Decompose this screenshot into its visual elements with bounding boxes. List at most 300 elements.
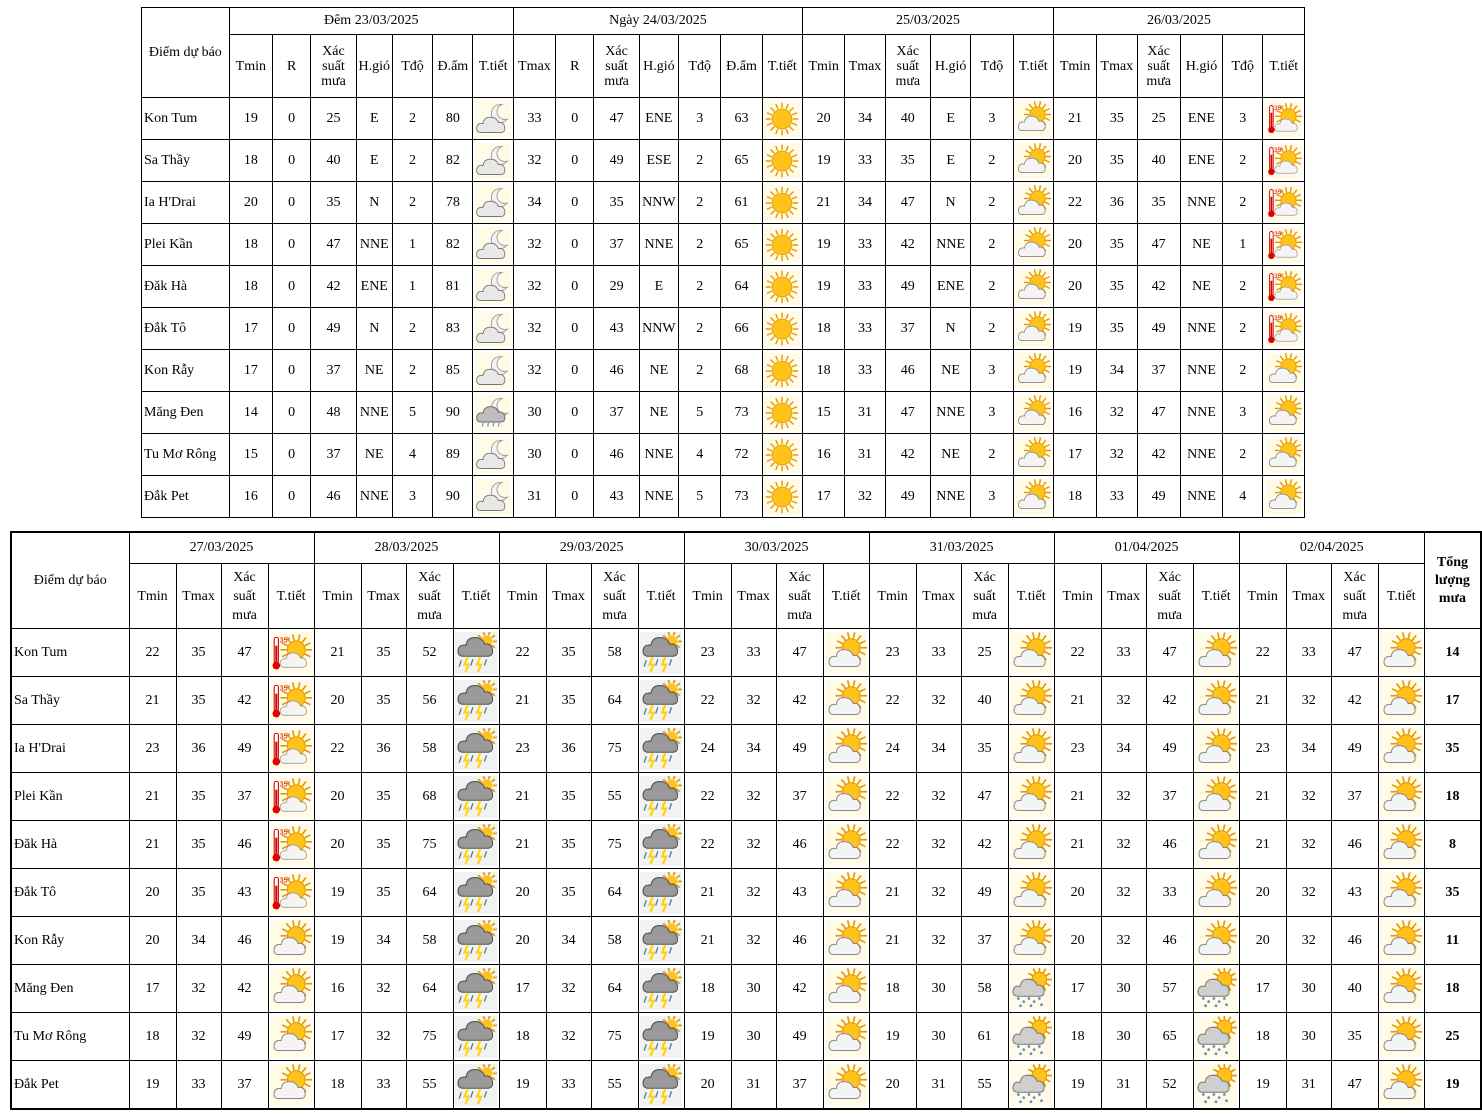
value-cell: 64 xyxy=(591,965,638,1013)
value-cell: 46 xyxy=(1146,821,1193,869)
value-cell: 22 xyxy=(1053,182,1096,224)
value-cell: 19 xyxy=(129,1061,176,1110)
value-cell: 37 xyxy=(311,434,356,476)
sun-cloud-icon xyxy=(1380,632,1422,674)
sun-cloud-icon xyxy=(1010,728,1052,770)
value-cell: 33 xyxy=(1101,629,1146,677)
value-cell: NNE xyxy=(1180,308,1222,350)
value-cell: 24 xyxy=(869,725,916,773)
weather-icon-cell xyxy=(762,98,802,140)
value-cell: 18 xyxy=(499,1013,546,1061)
sun-cloud-icon xyxy=(825,872,867,914)
value-cell: 30 xyxy=(916,965,961,1013)
value-cell: 3 xyxy=(1223,392,1263,434)
value-cell: 32 xyxy=(1097,392,1137,434)
sun-cloud-icon xyxy=(825,776,867,818)
weather-icon-cell xyxy=(453,1013,499,1061)
column-header: Xác suất mưa xyxy=(406,564,453,629)
value-cell: 20 xyxy=(314,677,361,725)
weather-icon-cell xyxy=(453,1061,499,1110)
value-cell: 75 xyxy=(591,725,638,773)
value-cell: 40 xyxy=(311,140,356,182)
value-cell: 32 xyxy=(916,677,961,725)
column-header: Tđộ xyxy=(392,35,432,98)
value-cell: 34 xyxy=(1101,725,1146,773)
column-header: Tmin xyxy=(314,564,361,629)
value-cell: 23 xyxy=(1054,725,1101,773)
value-cell: 32 xyxy=(546,1013,591,1061)
value-cell: 63 xyxy=(721,98,762,140)
value-cell: 21 xyxy=(803,182,845,224)
sun-cloud-icon xyxy=(1015,185,1051,221)
value-cell: 37 xyxy=(221,773,268,821)
value-cell: 23 xyxy=(684,629,731,677)
value-cell: 34 xyxy=(513,182,555,224)
location-name: Ia H'Drai xyxy=(142,182,230,224)
value-cell: 34 xyxy=(916,725,961,773)
value-cell: 47 xyxy=(221,629,268,677)
weather-icon-cell xyxy=(638,773,684,821)
value-cell: 33 xyxy=(845,224,885,266)
storm-icon xyxy=(455,776,497,818)
value-cell: 19 xyxy=(314,917,361,965)
weather-icon-cell xyxy=(823,725,869,773)
value-cell: 0 xyxy=(556,392,594,434)
value-cell: 35 xyxy=(361,629,406,677)
value-cell: NNE xyxy=(930,224,970,266)
value-cell: 0 xyxy=(556,434,594,476)
storm-icon xyxy=(640,632,682,674)
value-cell: 82 xyxy=(433,224,473,266)
value-cell: 32 xyxy=(1101,917,1146,965)
value-cell: 37 xyxy=(961,917,1008,965)
value-cell: 2 xyxy=(679,350,721,392)
value-cell: 32 xyxy=(916,773,961,821)
sunny-icon xyxy=(764,101,800,137)
table-row xyxy=(142,476,1305,518)
table-row xyxy=(142,182,1305,224)
value-cell: NNE xyxy=(1180,392,1222,434)
column-header: Tmax xyxy=(361,564,406,629)
table-row xyxy=(11,725,1481,773)
day-header: Đêm 23/03/2025 xyxy=(229,8,513,35)
value-cell: 22 xyxy=(129,629,176,677)
value-cell: 35 xyxy=(1097,266,1137,308)
value-cell: 0 xyxy=(273,182,311,224)
value-cell: 34 xyxy=(845,182,885,224)
rain-icon xyxy=(1010,1016,1052,1058)
value-cell: 33 xyxy=(361,1061,406,1110)
value-cell: 46 xyxy=(221,821,268,869)
value-cell: 34 xyxy=(1097,350,1137,392)
value-cell: 2 xyxy=(392,140,432,182)
total-rain-value: 11 xyxy=(1424,917,1481,965)
weather-icon-cell xyxy=(1008,773,1054,821)
value-cell: 32 xyxy=(176,965,221,1013)
value-cell: 2 xyxy=(971,434,1013,476)
weather-icon-cell xyxy=(268,869,314,917)
value-cell: 2 xyxy=(971,266,1013,308)
weather-icon-cell xyxy=(453,629,499,677)
sun-cloud-icon xyxy=(1380,776,1422,818)
day-header: 31/03/2025 xyxy=(869,532,1054,564)
table-row xyxy=(11,629,1481,677)
value-cell: 78 xyxy=(433,182,473,224)
table-row xyxy=(11,869,1481,917)
column-header: Tđộ xyxy=(971,35,1013,98)
total-rain-value: 8 xyxy=(1424,821,1481,869)
column-header: Tmax xyxy=(1286,564,1331,629)
value-cell: 20 xyxy=(129,869,176,917)
value-cell: 20 xyxy=(1054,869,1101,917)
value-cell: 1 xyxy=(1223,224,1263,266)
value-cell: 48 xyxy=(311,392,356,434)
value-cell: 21 xyxy=(499,677,546,725)
value-cell: 47 xyxy=(885,182,930,224)
value-cell: 37 xyxy=(776,1061,823,1110)
sun-cloud-icon xyxy=(1266,437,1302,473)
total-rain-value: 19 xyxy=(1424,1061,1481,1110)
value-cell: 0 xyxy=(273,350,311,392)
value-cell: 90 xyxy=(433,476,473,518)
value-cell: 30 xyxy=(1286,1013,1331,1061)
sunny-icon xyxy=(764,269,800,305)
value-cell: 36 xyxy=(546,725,591,773)
location-name: Đắk Pet xyxy=(11,1061,129,1110)
value-cell: 58 xyxy=(406,725,453,773)
value-cell: 20 xyxy=(314,821,361,869)
value-cell: 0 xyxy=(556,140,594,182)
value-cell: 2 xyxy=(971,308,1013,350)
storm-icon xyxy=(455,1016,497,1058)
value-cell: 32 xyxy=(513,350,555,392)
storm-icon xyxy=(640,776,682,818)
hot-sun-icon xyxy=(1266,227,1302,263)
value-cell: 18 xyxy=(803,308,845,350)
value-cell: 90 xyxy=(433,392,473,434)
value-cell: 21 xyxy=(1054,821,1101,869)
sun-cloud-icon xyxy=(825,728,867,770)
sun-cloud-icon xyxy=(825,1016,867,1058)
column-header: H.gió xyxy=(356,35,392,98)
column-header: T.tiết xyxy=(1193,564,1239,629)
value-cell: 46 xyxy=(1331,821,1378,869)
value-cell: 37 xyxy=(885,308,930,350)
weather-icon-cell xyxy=(473,350,513,392)
sun-cloud-icon xyxy=(1380,968,1422,1010)
column-header: R xyxy=(273,35,311,98)
column-header: T.tiết xyxy=(268,564,314,629)
value-cell: 20 xyxy=(1239,917,1286,965)
value-cell: 46 xyxy=(776,917,823,965)
night-cloudy-icon xyxy=(475,437,511,473)
sun-cloud-icon xyxy=(825,1064,867,1106)
location-name: Plei Kần xyxy=(142,224,230,266)
sun-cloud-icon xyxy=(825,632,867,674)
value-cell: 37 xyxy=(221,1061,268,1110)
weather-icon-cell xyxy=(1193,629,1239,677)
night-cloudy-icon xyxy=(475,269,511,305)
value-cell: 68 xyxy=(406,773,453,821)
day-header: 27/03/2025 xyxy=(129,532,314,564)
value-cell: 0 xyxy=(556,476,594,518)
column-header: Xác suất mưa xyxy=(221,564,268,629)
value-cell: 35 xyxy=(1331,1013,1378,1061)
value-cell: 32 xyxy=(1286,917,1331,965)
sun-cloud-icon xyxy=(1010,824,1052,866)
hot-sun-icon xyxy=(270,680,312,722)
value-cell: 15 xyxy=(229,434,272,476)
value-cell: 19 xyxy=(314,869,361,917)
column-header: Tmax xyxy=(1097,35,1137,98)
column-header: H.gió xyxy=(639,35,678,98)
storm-icon xyxy=(455,872,497,914)
column-header: Xác suất mưa xyxy=(1331,564,1378,629)
weather-icon-cell xyxy=(1013,476,1053,518)
column-header: H.gió xyxy=(930,35,970,98)
value-cell: 2 xyxy=(392,98,432,140)
sun-cloud-icon xyxy=(1266,479,1302,515)
value-cell: 15 xyxy=(803,392,845,434)
rain-icon xyxy=(1195,1016,1237,1058)
value-cell: 18 xyxy=(803,350,845,392)
column-header: Tmin xyxy=(1053,35,1096,98)
column-header: Tmax xyxy=(1101,564,1146,629)
value-cell: 0 xyxy=(273,266,311,308)
value-cell: 19 xyxy=(684,1013,731,1061)
weather-icon-cell xyxy=(1378,629,1424,677)
weather-icon-cell xyxy=(268,1013,314,1061)
value-cell: 47 xyxy=(1137,392,1180,434)
value-cell: 47 xyxy=(961,773,1008,821)
value-cell: 33 xyxy=(176,1061,221,1110)
column-header: Tmin xyxy=(1239,564,1286,629)
value-cell: 20 xyxy=(803,98,845,140)
table-row xyxy=(11,821,1481,869)
weather-icon-cell xyxy=(473,308,513,350)
value-cell: 40 xyxy=(1137,140,1180,182)
value-cell: 32 xyxy=(1101,677,1146,725)
storm-icon xyxy=(455,968,497,1010)
value-cell: 35 xyxy=(1097,98,1137,140)
value-cell: 19 xyxy=(1239,1061,1286,1110)
value-cell: 30 xyxy=(1286,965,1331,1013)
value-cell: 2 xyxy=(1223,266,1263,308)
value-cell: 43 xyxy=(221,869,268,917)
location-name: Đắk Tô xyxy=(11,869,129,917)
value-cell: 21 xyxy=(1053,98,1096,140)
svg-text:35°: 35° xyxy=(1273,230,1284,238)
night-cloudy-icon xyxy=(475,101,511,137)
value-cell: 47 xyxy=(1331,1061,1378,1110)
value-cell: 21 xyxy=(129,821,176,869)
column-header: Xác suất mưa xyxy=(594,35,639,98)
value-cell: 17 xyxy=(314,1013,361,1061)
sun-cloud-icon xyxy=(1015,269,1051,305)
value-cell: 35 xyxy=(594,182,639,224)
column-header: Tmax xyxy=(176,564,221,629)
value-cell: 18 xyxy=(869,965,916,1013)
weather-icon-cell xyxy=(1013,434,1053,476)
value-cell: 18 xyxy=(129,1013,176,1061)
value-cell: 35 xyxy=(961,725,1008,773)
storm-icon xyxy=(455,728,497,770)
value-cell: 19 xyxy=(869,1013,916,1061)
value-cell: 32 xyxy=(361,965,406,1013)
weather-icon-cell xyxy=(1013,224,1053,266)
value-cell: 20 xyxy=(1053,140,1096,182)
value-cell: 64 xyxy=(406,965,453,1013)
value-cell: 32 xyxy=(731,821,776,869)
value-cell: E xyxy=(356,140,392,182)
value-cell: 21 xyxy=(1239,677,1286,725)
sunny-icon xyxy=(764,395,800,431)
value-cell: NNW xyxy=(639,182,678,224)
day-header: Ngày 24/03/2025 xyxy=(513,8,802,35)
value-cell: 25 xyxy=(961,629,1008,677)
value-cell: 17 xyxy=(229,350,272,392)
value-cell: 37 xyxy=(1146,773,1193,821)
value-cell: 2 xyxy=(679,140,721,182)
value-cell: 49 xyxy=(776,1013,823,1061)
value-cell: 16 xyxy=(314,965,361,1013)
value-cell: 32 xyxy=(1101,821,1146,869)
value-cell: NNE xyxy=(1180,182,1222,224)
value-cell: 49 xyxy=(221,1013,268,1061)
weather-icon-cell xyxy=(1378,773,1424,821)
sun-cloud-icon xyxy=(1380,824,1422,866)
value-cell: NE xyxy=(639,392,678,434)
value-cell: 75 xyxy=(406,1013,453,1061)
value-cell: N xyxy=(930,182,970,224)
svg-text:35°: 35° xyxy=(1273,188,1284,196)
value-cell: 31 xyxy=(916,1061,961,1110)
weather-icon-cell xyxy=(762,476,802,518)
value-cell: 0 xyxy=(556,308,594,350)
value-cell: 19 xyxy=(1053,350,1096,392)
value-cell: 2 xyxy=(679,224,721,266)
weather-icon-cell xyxy=(823,821,869,869)
value-cell: NNE xyxy=(639,476,678,518)
column-header: Tmax xyxy=(513,35,555,98)
sunny-icon xyxy=(764,437,800,473)
weather-icon-cell xyxy=(823,1061,869,1110)
weather-icon-cell xyxy=(762,392,802,434)
value-cell: 32 xyxy=(916,917,961,965)
sun-cloud-icon xyxy=(1195,872,1237,914)
value-cell: 56 xyxy=(406,677,453,725)
storm-icon xyxy=(455,680,497,722)
total-rain-value: 35 xyxy=(1424,869,1481,917)
day-header: 26/03/2025 xyxy=(1053,8,1304,35)
value-cell: 81 xyxy=(433,266,473,308)
sun-cloud-icon xyxy=(270,920,312,962)
value-cell: 3 xyxy=(392,476,432,518)
value-cell: 21 xyxy=(1054,773,1101,821)
value-cell: NNE xyxy=(356,224,392,266)
value-cell: NNE xyxy=(1180,434,1222,476)
value-cell: 32 xyxy=(731,917,776,965)
value-cell: 89 xyxy=(433,434,473,476)
value-cell: 5 xyxy=(679,392,721,434)
value-cell: 32 xyxy=(513,224,555,266)
value-cell: 43 xyxy=(594,308,639,350)
weather-icon-cell xyxy=(268,965,314,1013)
value-cell: 2 xyxy=(971,182,1013,224)
value-cell: 0 xyxy=(273,224,311,266)
weather-icon-cell xyxy=(1013,140,1053,182)
value-cell: 21 xyxy=(684,917,731,965)
value-cell: 0 xyxy=(273,308,311,350)
weather-icon-cell xyxy=(823,773,869,821)
value-cell: 58 xyxy=(961,965,1008,1013)
value-cell: 49 xyxy=(776,725,823,773)
value-cell: 33 xyxy=(1146,869,1193,917)
svg-text:35°: 35° xyxy=(1273,314,1284,322)
value-cell: 32 xyxy=(513,266,555,308)
location-name: Kon Rẫy xyxy=(142,350,230,392)
night-cloudy-icon xyxy=(475,185,511,221)
column-header: Xác suất mưa xyxy=(776,564,823,629)
table-row xyxy=(11,965,1481,1013)
sun-cloud-icon xyxy=(1195,920,1237,962)
weather-icon-cell xyxy=(1378,677,1424,725)
value-cell: 75 xyxy=(591,1013,638,1061)
value-cell: 49 xyxy=(1137,308,1180,350)
value-cell: 0 xyxy=(273,140,311,182)
value-cell: NNE xyxy=(930,392,970,434)
column-header: Xác suất mưa xyxy=(591,564,638,629)
value-cell: 2 xyxy=(679,182,721,224)
weather-icon-cell xyxy=(453,677,499,725)
value-cell: 49 xyxy=(1146,725,1193,773)
column-header: Xác suất mưa xyxy=(1146,564,1193,629)
value-cell: 33 xyxy=(546,1061,591,1110)
table-row xyxy=(142,308,1305,350)
value-cell: 33 xyxy=(513,98,555,140)
sun-cloud-icon xyxy=(270,1016,312,1058)
value-cell: 3 xyxy=(971,350,1013,392)
location-name: Plei Kần xyxy=(11,773,129,821)
value-cell: 17 xyxy=(229,308,272,350)
value-cell: 23 xyxy=(499,725,546,773)
weather-icon-cell xyxy=(268,725,314,773)
location-name: Măng Đen xyxy=(142,392,230,434)
location-header: Điểm dự báo xyxy=(11,532,129,629)
value-cell: 21 xyxy=(129,677,176,725)
column-header: Xác suất mưa xyxy=(885,35,930,98)
column-header: Tđộ xyxy=(1223,35,1263,98)
location-name: Đăk Hà xyxy=(142,266,230,308)
value-cell: 21 xyxy=(314,629,361,677)
weather-icon-cell xyxy=(762,224,802,266)
value-cell: 32 xyxy=(916,821,961,869)
column-header: Tmin xyxy=(129,564,176,629)
value-cell: 22 xyxy=(684,677,731,725)
svg-text:35°: 35° xyxy=(279,635,291,644)
location-name: Măng Đen xyxy=(11,965,129,1013)
value-cell: 20 xyxy=(684,1061,731,1110)
weather-icon-cell xyxy=(453,725,499,773)
value-cell: 19 xyxy=(1053,308,1096,350)
value-cell: 2 xyxy=(392,182,432,224)
svg-text:35°: 35° xyxy=(279,683,291,692)
sunny-icon xyxy=(764,353,800,389)
value-cell: N xyxy=(356,182,392,224)
day-header: 29/03/2025 xyxy=(499,532,684,564)
value-cell: 30 xyxy=(513,434,555,476)
column-header: Tmin xyxy=(499,564,546,629)
